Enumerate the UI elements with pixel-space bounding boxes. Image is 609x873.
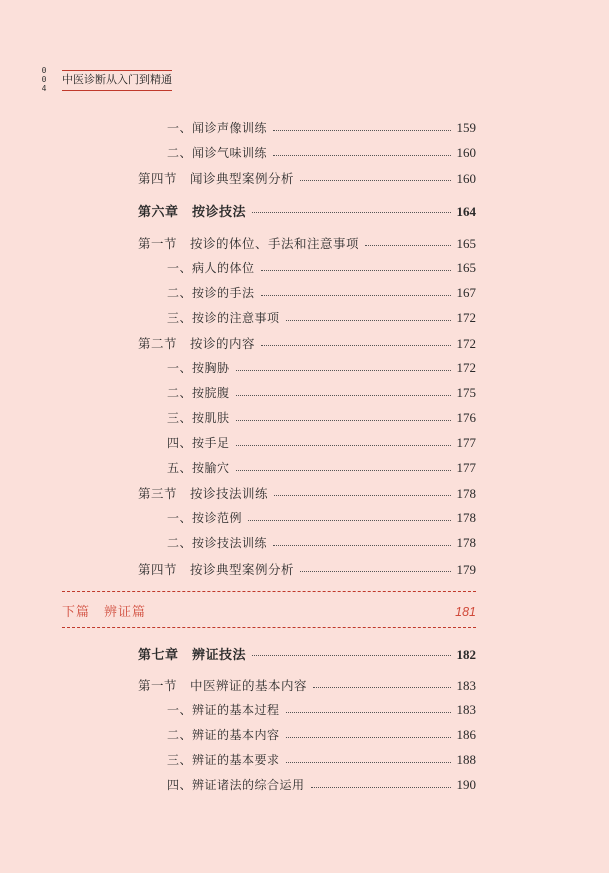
page-number-digit: 0 (41, 75, 47, 84)
toc-entry-label: 第一节 中医辨证的基本内容 (138, 678, 308, 693)
toc-entry-page: 159 (456, 120, 476, 135)
toc-entry-sub[interactable] (167, 534, 476, 552)
leader-dots (261, 345, 450, 346)
leader-dots (286, 320, 451, 321)
toc-entry-sub[interactable] (167, 434, 476, 452)
toc-entry-section[interactable] (138, 234, 476, 252)
part-heading[interactable] (62, 601, 476, 620)
toc-entry-page: 164 (456, 204, 476, 219)
toc-entry-label: 第三节 按诊技法训练 (138, 486, 269, 501)
toc-entry-page: 160 (456, 171, 476, 186)
page-number-digit: 0 (41, 66, 47, 75)
toc-entry-sub[interactable] (167, 119, 476, 137)
leader-dots (273, 545, 450, 546)
toc-entry-page: 176 (456, 410, 476, 425)
toc-entry-page: 165 (456, 236, 476, 251)
leader-dots (300, 571, 450, 572)
leader-dots (286, 712, 451, 713)
toc-entry-page: 175 (456, 385, 476, 400)
toc-entry-sub[interactable] (167, 509, 476, 527)
toc-entry-sub[interactable] (167, 384, 476, 402)
leader-dots (248, 520, 450, 521)
toc-entry-label: 三、按肌肤 (167, 411, 230, 425)
toc-entry-chapter[interactable] (138, 201, 476, 219)
toc-entry-section[interactable] (138, 484, 476, 502)
leader-dots (236, 445, 451, 446)
toc-entry-label: 四、辨证诸法的综合运用 (167, 778, 305, 792)
toc-entry-label: 第六章 按诊技法 (138, 205, 247, 220)
leader-dots (274, 495, 450, 496)
toc-entry-page: 188 (456, 752, 476, 767)
toc-entry-section[interactable] (138, 560, 476, 578)
leader-dots (236, 470, 451, 471)
leader-dots (300, 180, 450, 181)
page-number-digit: 4 (41, 84, 47, 93)
toc-entry-sub[interactable] (167, 309, 476, 327)
leader-dots (273, 130, 450, 131)
toc-entry-section[interactable] (138, 169, 476, 187)
page-number (40, 66, 48, 93)
toc-entry-sub[interactable] (167, 409, 476, 427)
toc-entry-page: 177 (456, 460, 476, 475)
toc-entry-label: 第四节 闻诊典型案例分析 (138, 171, 295, 186)
toc-entry-label: 第七章 辨证技法 (138, 648, 247, 663)
toc-entry-label: 一、病人的体位 (167, 261, 255, 275)
toc-entry-label: 二、按脘腹 (167, 386, 230, 400)
leader-dots (236, 370, 451, 371)
leader-dots (286, 737, 451, 738)
part-title: 下篇 辨证篇 (62, 605, 147, 620)
toc-entry-page: 172 (456, 336, 476, 351)
toc-entry-label: 一、辨证的基本过程 (167, 703, 280, 717)
leader-dots (311, 787, 451, 788)
toc-entry-page: 182 (456, 647, 476, 662)
leader-dots (252, 212, 450, 213)
running-header-title: 中医诊断从入门到精通 (62, 73, 172, 91)
leader-dots (365, 245, 450, 246)
toc-entry-sub[interactable] (167, 359, 476, 377)
toc-entry-label: 二、辨证的基本内容 (167, 728, 280, 742)
toc-entry-sub[interactable] (167, 259, 476, 277)
leader-dots (236, 420, 451, 421)
part-divider-top (62, 591, 476, 592)
toc-entry-sub[interactable] (167, 726, 476, 744)
toc-entry-section[interactable] (138, 676, 476, 694)
toc-entry-page: 167 (456, 285, 476, 300)
leader-dots (261, 295, 451, 296)
toc-entry-page: 183 (456, 702, 476, 717)
leader-dots (236, 395, 451, 396)
toc-entry-label: 第二节 按诊的内容 (138, 336, 256, 351)
toc-entry-page: 178 (456, 486, 476, 501)
leader-dots (286, 762, 451, 763)
toc-entry-sub[interactable] (167, 459, 476, 477)
toc-entry-page: 172 (456, 360, 476, 375)
toc-entry-page: 179 (456, 562, 476, 577)
toc-entry-label: 第一节 按诊的体位、手法和注意事项 (138, 236, 360, 251)
leader-dots (252, 655, 450, 656)
toc-entry-label: 二、按诊技法训练 (167, 536, 268, 550)
toc-entry-page: 186 (456, 727, 476, 742)
leader-dots (273, 155, 450, 156)
toc-entry-page: 177 (456, 435, 476, 450)
toc-entry-page: 178 (456, 535, 476, 550)
toc-entry-sub[interactable] (167, 776, 476, 794)
toc-entry-label: 四、按手足 (167, 436, 230, 450)
toc-entry-page: 183 (456, 678, 476, 693)
toc-entry-label: 第四节 按诊典型案例分析 (138, 562, 295, 577)
toc-entry-label: 一、按胸胁 (167, 361, 230, 375)
toc-entry-sub[interactable] (167, 144, 476, 162)
toc-entry-section[interactable] (138, 334, 476, 352)
leader-dots (313, 687, 450, 688)
toc-entry-sub[interactable] (167, 284, 476, 302)
toc-entry-label: 三、辨证的基本要求 (167, 753, 280, 767)
toc-entry-label: 三、按诊的注意事项 (167, 311, 280, 325)
toc-entry-label: 二、按诊的手法 (167, 286, 255, 300)
toc-entry-label: 一、按诊范例 (167, 511, 243, 525)
toc-entry-label: 一、闻诊声像训练 (167, 121, 268, 135)
part-divider-bottom (62, 627, 476, 628)
leader-dots (261, 270, 451, 271)
toc-entry-chapter[interactable] (138, 644, 476, 662)
toc-entry-page: 160 (456, 145, 476, 160)
toc-entry-page: 190 (456, 777, 476, 792)
toc-entry-label: 二、闻诊气味训练 (167, 146, 268, 160)
toc-entry-sub[interactable] (167, 751, 476, 769)
toc-entry-page: 172 (456, 310, 476, 325)
toc-entry-label: 五、按腧穴 (167, 461, 230, 475)
toc-entry-sub[interactable] (167, 701, 476, 719)
toc-entry-page: 165 (456, 260, 476, 275)
toc-entry-page: 178 (456, 510, 476, 525)
part-page: 181 (455, 605, 476, 619)
